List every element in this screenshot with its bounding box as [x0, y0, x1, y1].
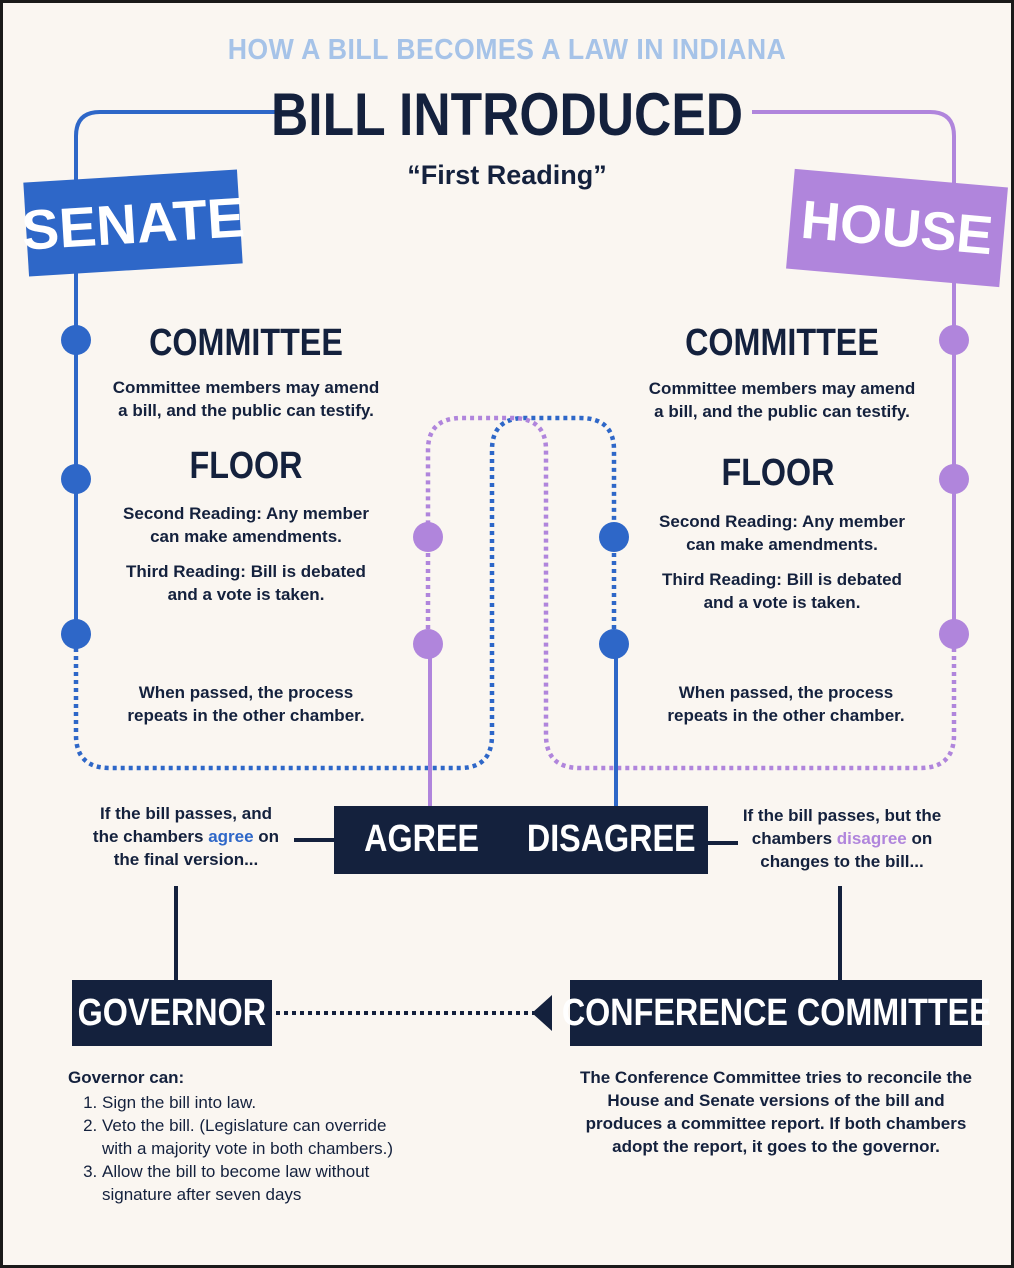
- senate-passed-line1: When passed, the process: [138, 683, 354, 702]
- inner-purple-dot-top: [413, 522, 443, 552]
- governor-label: GOVERNOR: [77, 991, 267, 1034]
- disagree-highlight-word: disagree: [836, 829, 907, 848]
- governor-intro: Governor can:: [68, 1068, 185, 1087]
- disagree-desc-line3: changes to the bill...: [760, 852, 924, 871]
- house-second-reading: [632, 510, 932, 556]
- house-committee-line1: Committee members may amend: [648, 379, 916, 398]
- governor-option-2-line2: with a majority vote in both chambers.): [102, 1139, 394, 1158]
- senate-committee-heading: COMMITTEE: [149, 322, 343, 364]
- house-committee-heading: COMMITTEE: [685, 322, 879, 364]
- house-committee-dot: [939, 325, 969, 355]
- senate-second-line2: can make amendments.: [150, 527, 342, 546]
- house-badge: HOUSE: [786, 169, 1008, 287]
- conference-line2: House and Senate versions of the bill and: [607, 1091, 945, 1110]
- governor-box: [72, 980, 272, 1046]
- disagree-desc-pre: chambers: [751, 829, 837, 848]
- senate-third-line1: Third Reading: Bill is debated: [126, 562, 366, 581]
- governor-options-list: [68, 1091, 428, 1206]
- house-third-line1: Third Reading: Bill is debated: [662, 570, 902, 589]
- senate-third-reading: [96, 560, 396, 606]
- house-floor-dot: [939, 464, 969, 494]
- governor-option-1: [102, 1091, 428, 1114]
- house-passed-line2: repeats in the other chamber.: [667, 706, 905, 725]
- inner-blue-dot-top: [599, 522, 629, 552]
- house-passed-text: [636, 681, 936, 727]
- conference-committee-label: CONFERENCE COMMITTEE: [561, 991, 991, 1034]
- disagree-label: DISAGREE: [526, 818, 696, 860]
- agree-description: [66, 802, 306, 871]
- agree-desc-line3: the final version...: [113, 850, 259, 869]
- agree-desc-pre: the chambers: [92, 827, 209, 846]
- senate-passed-line2: repeats in the other chamber.: [127, 706, 365, 725]
- infographic-supertitle: HOW A BILL BECOMES A LAW IN INDIANA: [227, 34, 787, 66]
- governor-option-2: [102, 1114, 428, 1160]
- house-floor-heading: FLOOR: [721, 452, 835, 494]
- senate-committee-text: [96, 376, 396, 422]
- bill-introduced-title: BILL INTRODUCED: [270, 81, 744, 148]
- governor-option-3: [102, 1160, 428, 1206]
- agree-desc-line1: If the bill passes, and: [100, 804, 272, 823]
- house-second-line1: Second Reading: Any member: [659, 512, 905, 531]
- senate-floor-heading: FLOOR: [189, 445, 303, 487]
- conference-committee-box: [561, 980, 991, 1046]
- house-third-reading: [632, 568, 932, 614]
- inner-purple-dot-bottom: [413, 629, 443, 659]
- disagree-desc-line2: [722, 827, 962, 850]
- conference-line1: The Conference Committee tries to reconcile the: [579, 1068, 973, 1087]
- senate-committee-dot: [61, 325, 91, 355]
- house-committee-text: [632, 377, 932, 423]
- agree-disagree-box: [334, 806, 708, 874]
- disagree-description: [722, 804, 962, 873]
- governor-option-2-line1: Veto the bill. (Legislature can override: [102, 1116, 387, 1135]
- house-passed-line1: When passed, the process: [678, 683, 894, 702]
- agree-desc-line2: [66, 825, 306, 848]
- house-pass-dot: [939, 619, 969, 649]
- senate-passed-text: [96, 681, 396, 727]
- first-reading-subtitle: “First Reading”: [407, 160, 607, 190]
- conference-line4: adopt the report, it goes to the governor.: [612, 1137, 940, 1156]
- governor-option-3-line1: Allow the bill to become law without: [102, 1162, 370, 1181]
- senate-second-reading: [96, 502, 396, 548]
- agree-label: AGREE: [364, 818, 480, 860]
- senate-badge: SENATE: [23, 170, 242, 277]
- disagree-desc-line1: If the bill passes, but the: [742, 806, 942, 825]
- conference-line3: produces a committee report. If both chambers: [585, 1114, 967, 1133]
- conference-description: [556, 1066, 996, 1158]
- senate-second-line1: Second Reading: Any member: [123, 504, 369, 523]
- senate-committee-line2: a bill, and the public can testify.: [118, 401, 374, 420]
- inner-blue-dot-bottom: [599, 629, 629, 659]
- agree-desc-post: on: [253, 827, 280, 846]
- house-second-line2: can make amendments.: [686, 535, 878, 554]
- arrow-head-icon: [532, 995, 552, 1031]
- senate-floor-dot: [61, 464, 91, 494]
- governor-option-3-line2: signature after seven days: [102, 1185, 302, 1204]
- disagree-desc-post: on: [906, 829, 933, 848]
- governor-options: [68, 1066, 428, 1206]
- senate-pass-dot: [61, 619, 91, 649]
- house-committee-line2: a bill, and the public can testify.: [654, 402, 910, 421]
- senate-committee-line1: Committee members may amend: [112, 378, 380, 397]
- governor-option-1-text: Sign the bill into law.: [102, 1093, 257, 1112]
- agree-highlight-word: agree: [208, 827, 254, 846]
- senate-third-line2: and a vote is taken.: [167, 585, 325, 604]
- house-third-line2: and a vote is taken.: [703, 593, 861, 612]
